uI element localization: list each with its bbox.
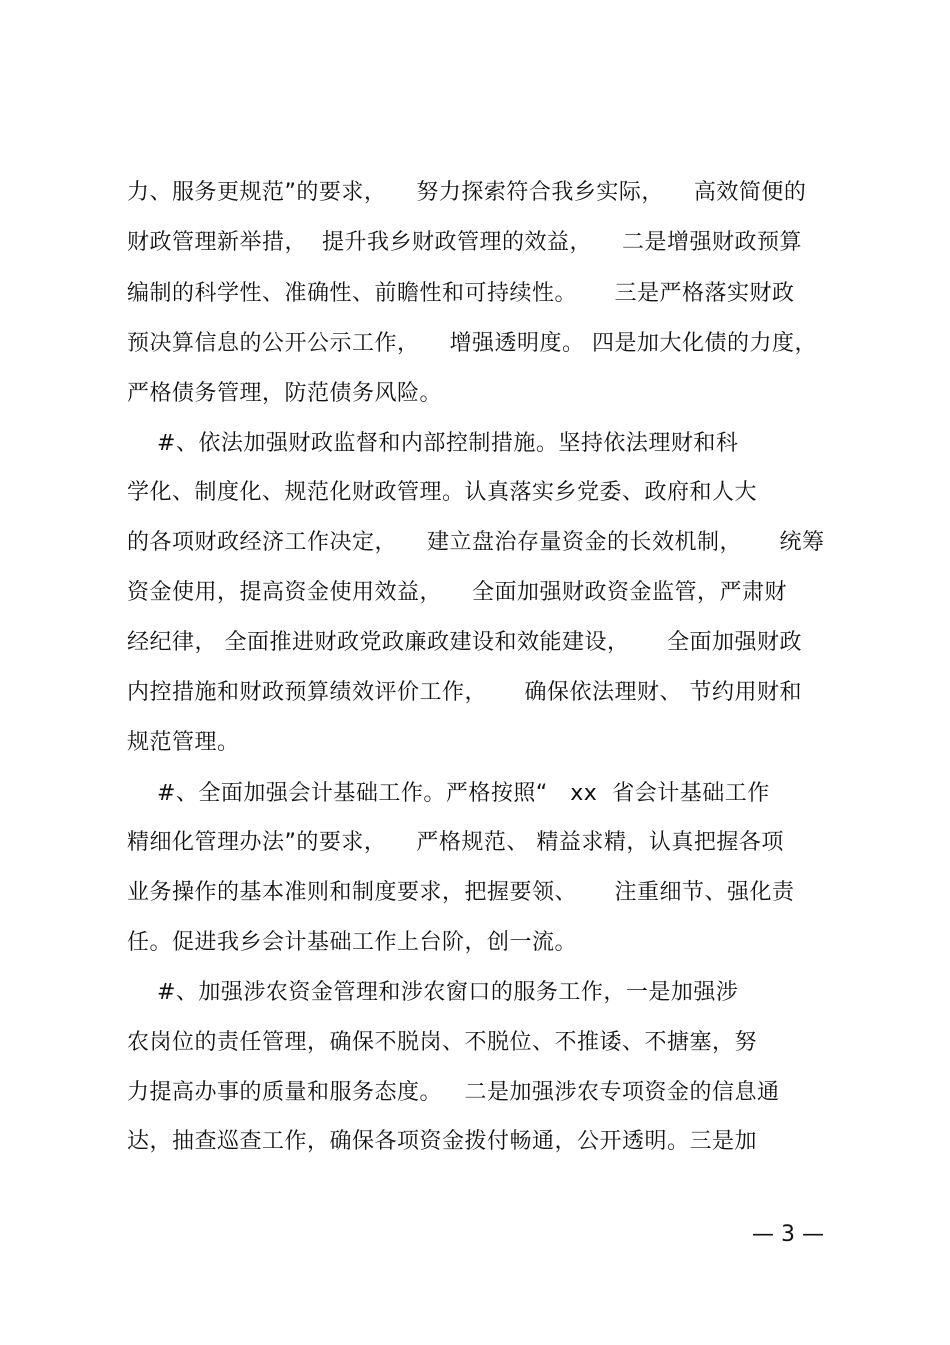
text-line: 经纪律， 全面推进财政党政廉政建设和效能建设， 全面加强财政 [127, 630, 802, 655]
text-line: 学化、制度化、规范化财政管理。认真落实乡党委、政府和人大 [127, 480, 758, 505]
paragraph-heading-line: #、全面加强会计基础工作。严格按照“ xx 省会计基础工作 [127, 781, 770, 806]
text-line: 内控措施和财政预算绩效评价工作， 确保依法理财、 节约用财和 [127, 680, 802, 705]
text-line: 力、服务更规范”的要求， 努力探索符合我乡实际， 高效简便的 [127, 180, 807, 205]
text-line: 规范管理。 [127, 730, 240, 755]
text-line: 资金使用，提高资金使用效益， 全面加强财政资金监管，严肃财 [127, 580, 787, 605]
text-line: 力提高办事的质量和服务态度。 二是加强涉农专项资金的信息通 [127, 1080, 780, 1105]
text-line: 财政管理新举措， 提升我乡财政管理的效益， 二是增强财政预算 [127, 230, 802, 255]
text-line: 农岗位的责任管理，确保不脱岗、不脱位、不推诿、不搪塞，努 [127, 1030, 758, 1055]
text-line: 精细化管理办法”的要求， 严格规范、 精益求精，认真把握各项 [127, 830, 784, 855]
text-line: 任。促进我乡会计基础工作上台阶，创一流。 [127, 930, 578, 955]
text-line: 预决算信息的公开公示工作， 增强透明度。 四是加大化债的力度， [127, 331, 817, 356]
paragraph-heading-line: #、依法加强财政监督和内部控制措施。坚持依法理财和科 [127, 431, 739, 456]
text-line: 编制的科学性、准确性、前瞻性和可持续性。 三是严格落实财政 [127, 281, 795, 306]
text-line: 严格债务管理，防范债务风险。 [127, 381, 443, 406]
text-line: 达，抽查巡查工作，确保各项资金拨付畅通，公开透明。三是加 [127, 1129, 758, 1154]
text-line: 的各项财政经济工作决定， 建立盘治存量资金的长效机制， 统筹 [127, 530, 825, 555]
text-line: 业务操作的基本准则和制度要求，把握要领、 注重细节、强化责 [127, 880, 795, 905]
page-number: — 3 — [752, 1222, 824, 1247]
paragraph-heading-line: #、加强涉农资金管理和涉农窗口的服务工作，一是加强涉 [127, 980, 739, 1005]
